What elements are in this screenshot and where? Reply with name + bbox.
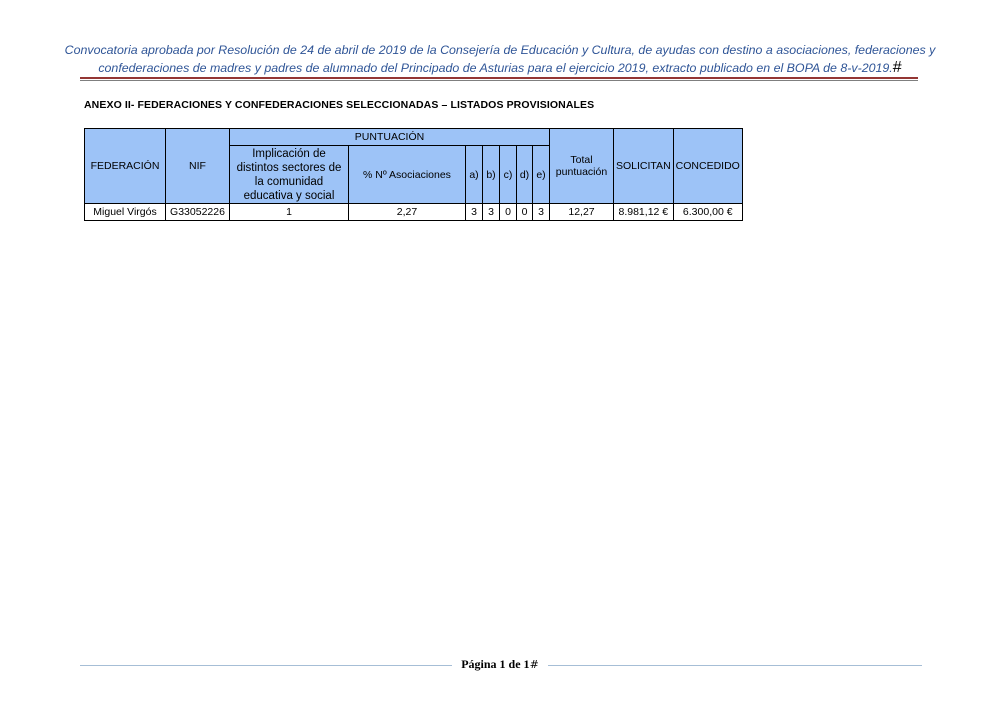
- annex-title: ANEXO II- FEDERACIONES Y CONFEDERACIONES SELECCIONADAS – LISTADOS PROVISIONALES: [84, 99, 595, 111]
- header-criterion-c: c): [500, 146, 517, 204]
- header-criterion-e: e): [533, 146, 550, 204]
- cell-total: 12,27: [550, 204, 614, 221]
- header-line-2-text: confederaciones de madres y padres de alumnado del Principado de Asturias para el ejercicio 2019, extracto publicado en el BOPA de 8-v-2019.: [98, 61, 893, 75]
- cell-criterion-c: 0: [500, 204, 517, 221]
- cell-solicitan: 8.981,12 €: [614, 204, 674, 221]
- footer-hash-mark: #: [529, 658, 539, 671]
- cell-implicacion: 1: [230, 204, 349, 221]
- page-footer: [452, 657, 548, 672]
- header-criterion-d: d): [517, 146, 533, 204]
- header-total: Total puntuación: [550, 129, 614, 204]
- document-header: [60, 42, 940, 77]
- footer-rule-left: [80, 665, 452, 666]
- cell-criterion-b: 3: [483, 204, 500, 221]
- header-solicitan: SOLICITAN: [614, 129, 674, 204]
- table-row: [85, 204, 743, 221]
- cell-federacion: Miguel Virgós: [85, 204, 166, 221]
- header-rule-red: [80, 77, 918, 79]
- federations-table: [84, 128, 743, 221]
- header-nif: NIF: [166, 129, 230, 204]
- header-criterion-b: b): [483, 146, 500, 204]
- header-rule-gray: [80, 80, 918, 81]
- header-puntuacion: PUNTUACIÓN: [230, 129, 550, 146]
- header-implicacion: Implicación de distintos sectores de la comunidad educativa y social: [230, 146, 349, 204]
- cell-criterion-a: 3: [466, 204, 483, 221]
- page-number: Página 1 de 1: [461, 657, 530, 671]
- header-hash-mark: #: [892, 59, 902, 76]
- cell-asociaciones: 2,27: [349, 204, 466, 221]
- cell-nif: G33052226: [166, 204, 230, 221]
- footer-rule-right: [548, 665, 922, 666]
- header-line-2: [60, 59, 940, 77]
- header-criterion-a: a): [466, 146, 483, 204]
- cell-criterion-d: 0: [517, 204, 533, 221]
- cell-criterion-e: 3: [533, 204, 550, 221]
- header-asociaciones: % Nº Asociaciones: [349, 146, 466, 204]
- header-concedido: CONCEDIDO: [673, 129, 742, 204]
- header-line-1: Convocatoria aprobada por Resolución de 24 de abril de 2019 de la Consejería de Educación y Cultura, de ayudas con destino a asociaciones, federaciones y: [64, 43, 936, 57]
- cell-concedido: 6.300,00 €: [673, 204, 742, 221]
- header-federacion: FEDERACIÓN: [85, 129, 166, 204]
